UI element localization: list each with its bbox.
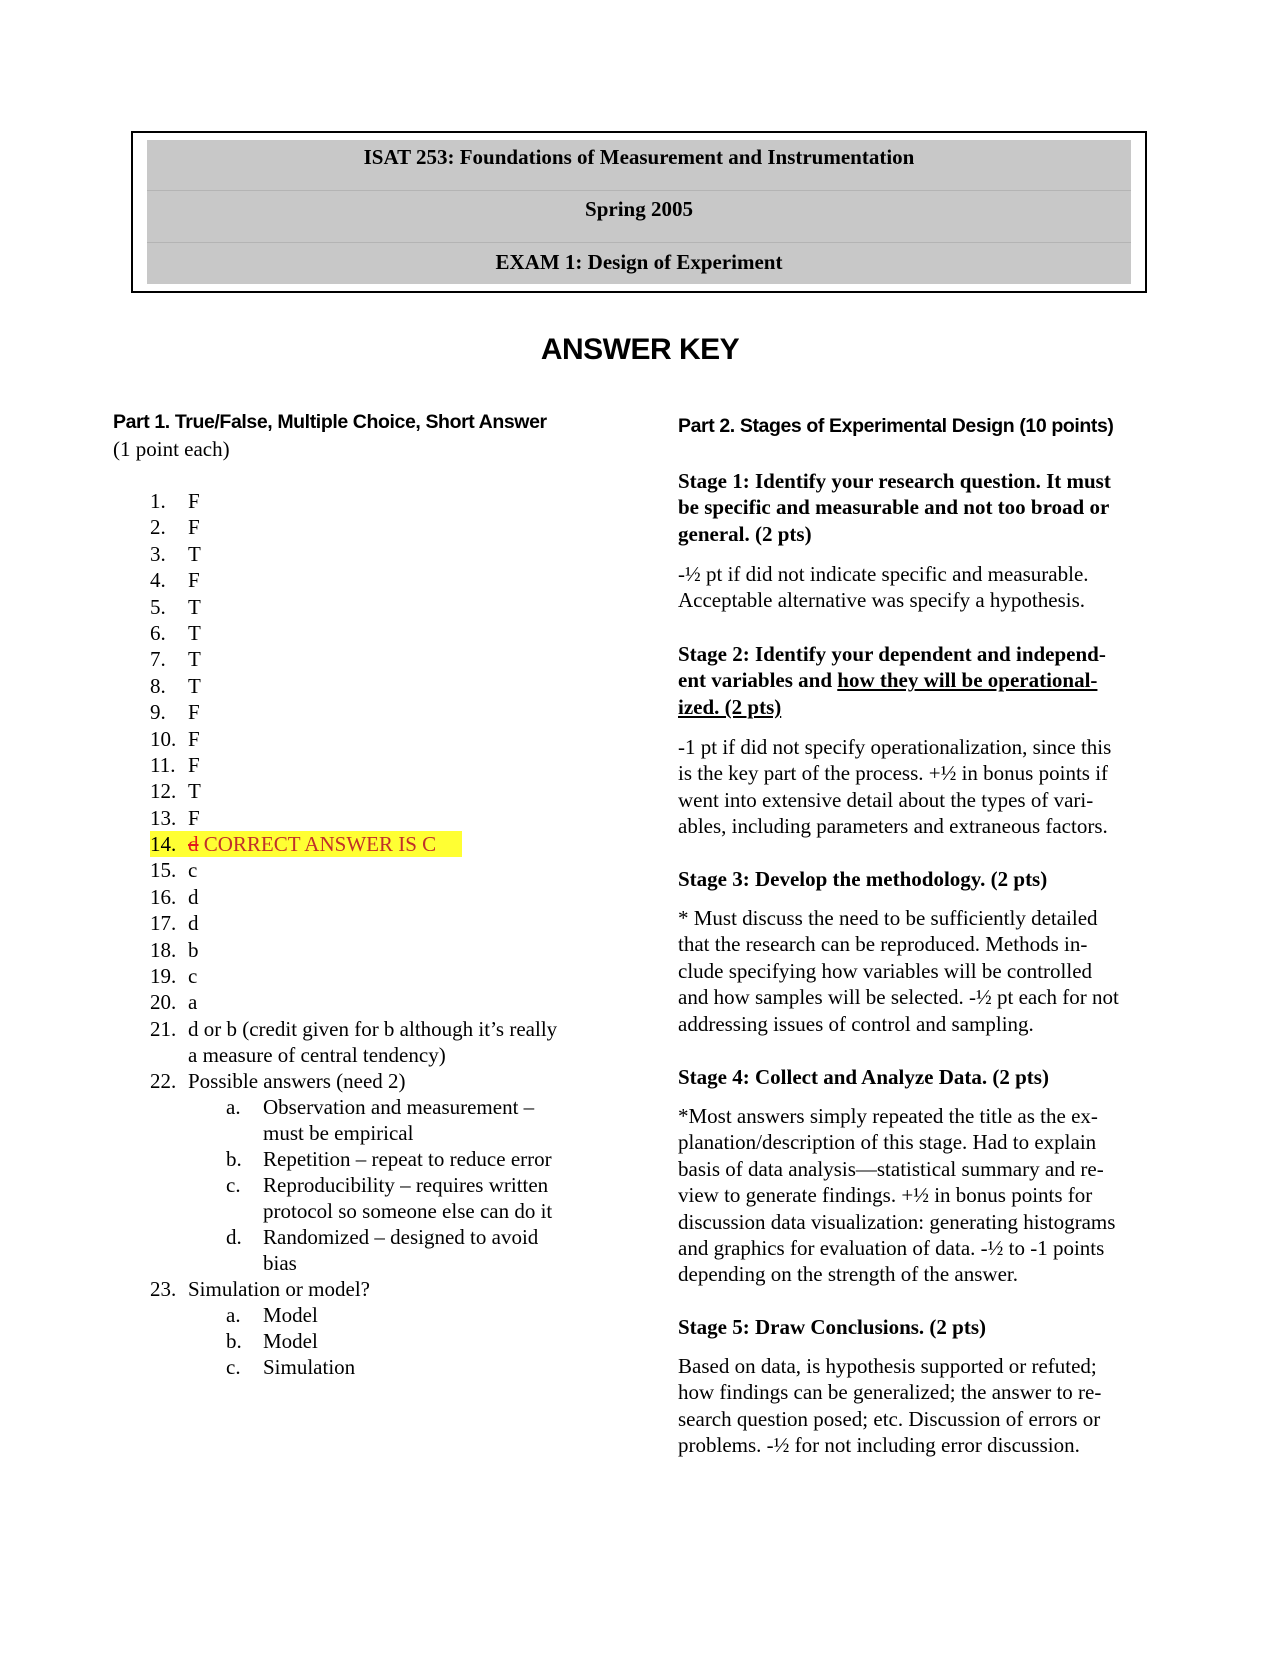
sub-letter: a. — [226, 1303, 241, 1327]
part1-subheading: (1 point each) — [113, 437, 230, 461]
exam-title: EXAM 1: Design of Experiment — [495, 250, 783, 274]
q23-text: Simulation or model? — [188, 1277, 370, 1301]
sub-item-text: Simulation — [263, 1355, 356, 1379]
header-divider — [147, 242, 1131, 243]
sub-item-text: must be empirical — [263, 1121, 414, 1145]
stage1-title: Stage 1: Identify your research question. It must be specific and measurable and not too broad or general. (2 pts) — [678, 469, 1111, 546]
sub-item-text: Observation and measurement – — [263, 1095, 535, 1119]
correction-note: CORRECT ANSWER IS C — [203, 832, 437, 857]
sub-letter: b. — [226, 1329, 242, 1353]
page-title: ANSWER KEY — [540, 333, 740, 366]
sub-item-text: Model — [263, 1329, 318, 1353]
sub-item-text: Repetition – repeat to reduce error — [263, 1147, 552, 1171]
sub-item-text: bias — [263, 1251, 297, 1275]
part2-heading: Part 2. Stages of Experimental Design (10 points) — [678, 415, 1114, 437]
stage3-title: Stage 3: Develop the methodology. (2 pts) — [678, 867, 1048, 891]
sub-letter: d. — [226, 1225, 242, 1249]
q22-number: 22. — [150, 1069, 177, 1093]
q23-number: 23. — [150, 1277, 177, 1301]
stage5-body: Based on data, is hypothesis supported or refuted; how findings can be generalized; the answer to re- search question posed; etc. Discussion of errors or problems. -½ for not including error discussion. — [678, 1354, 1102, 1458]
sub-letter: a. — [226, 1095, 241, 1119]
sub-letter: c. — [226, 1173, 241, 1197]
sub-item-text: Reproducibility – requires written — [263, 1173, 549, 1197]
q21-line2: a measure of central tendency) — [188, 1043, 446, 1067]
part1-heading: Part 1. True/False, Multiple Choice, Short Answer — [113, 411, 547, 433]
q22-text: Possible answers (need 2) — [188, 1069, 406, 1093]
stage1-body: -½ pt if did not indicate specific and measurable. Acceptable alternative was specify a hypothesis. — [678, 562, 1089, 613]
stage4-body: *Most answers simply repeated the title as the ex- planation/description of this stage. Had to explain basis of data analysis—statistical summary and re- view to generate findings. +½ in bonus points for discussion data visualization: generating histograms and graphics for evaluation of data. -½ to -1 points depending on the strength of the answer. — [678, 1104, 1116, 1287]
stage2-title: Stage 2: Identify your dependent and independ- ent variables and how they will be operational- ized. (2 pts) — [678, 642, 1106, 719]
stage5-title: Stage 5: Draw Conclusions. (2 pts) — [678, 1315, 987, 1339]
stage2-body: -1 pt if did not specify operationalization, since this is the key part of the process. +½ in bonus points if went into extensive detail about the types of vari- ables, including parameters and extraneous factors. — [678, 735, 1112, 839]
q21-number: 21. — [150, 1017, 177, 1041]
exam-header-shading — [147, 140, 1131, 284]
term: Spring 2005 — [585, 197, 693, 221]
sub-item-text: Randomized – designed to avoid — [263, 1225, 539, 1249]
header-divider — [147, 190, 1131, 191]
sub-letter: c. — [226, 1355, 241, 1379]
stage4-title: Stage 4: Collect and Analyze Data. (2 pts) — [678, 1065, 1049, 1089]
course-title: ISAT 253: Foundations of Measurement and Instrumentation — [363, 145, 915, 169]
sub-item-text: protocol so someone else can do it — [263, 1199, 553, 1223]
sub-item-text: Model — [263, 1303, 318, 1327]
sub-letter: b. — [226, 1147, 242, 1171]
q21-line1: d or b (credit given for b although it’s really — [188, 1017, 558, 1041]
struck-answer: d — [188, 832, 199, 857]
stage3-body: * Must discuss the need to be sufficiently detailed that the research can be reproduced. Methods in- clude specifying how variables will be controlled and how samples will be selected. -½ pt each for not addressing issues of control and sampling. — [678, 906, 1119, 1036]
exam-header-box — [131, 131, 1147, 293]
